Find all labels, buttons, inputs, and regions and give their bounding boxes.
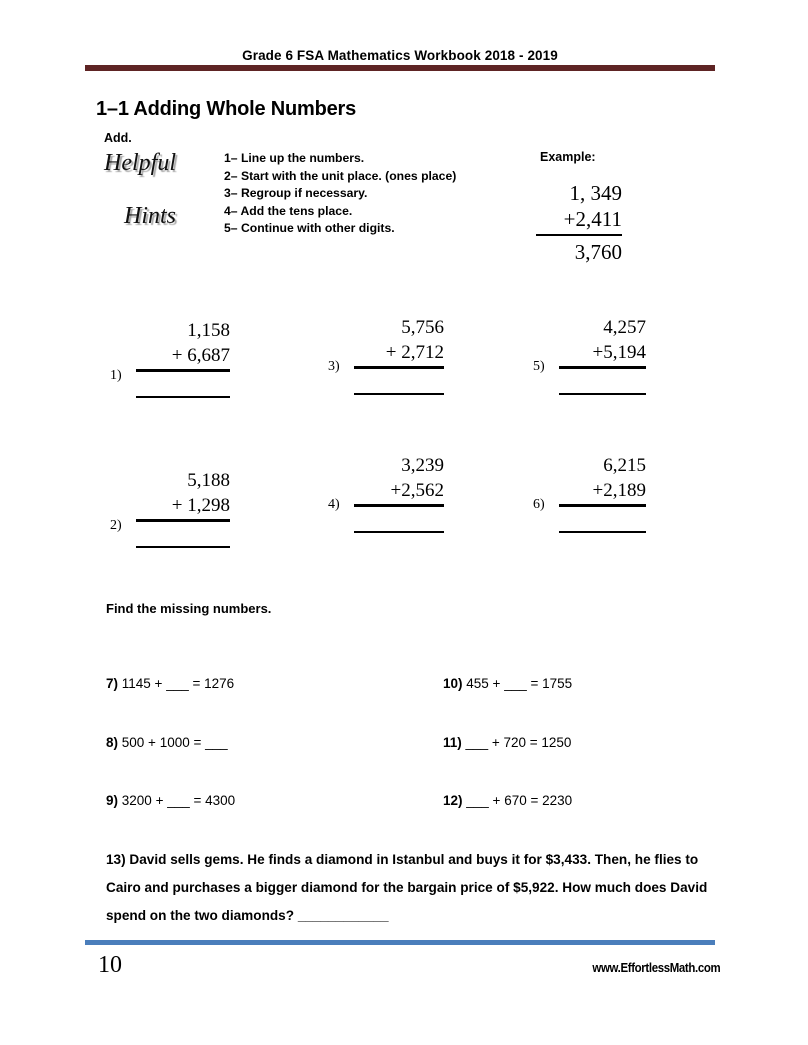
missing-number-item-12[interactable]	[443, 793, 572, 808]
item-equation: 3200 + ___ = 4300	[121, 793, 236, 808]
item-equation: 500 + 1000 = ___	[121, 735, 228, 750]
addend-bottom: + 2,712	[385, 342, 444, 363]
answer-line[interactable]	[136, 546, 230, 548]
problem-stack	[136, 318, 230, 398]
problem-number: 5)	[533, 359, 545, 374]
addition-rule	[354, 504, 444, 507]
example-addend-2: +2,411	[563, 207, 622, 231]
hints-word-helpful: Helpful	[104, 150, 176, 176]
problem-number: 1)	[110, 368, 122, 383]
problem-stack	[354, 453, 444, 533]
item-number: 10)	[443, 676, 463, 691]
website-url: www.EffortlessMath.com	[592, 960, 720, 975]
hint-step: 2– Start with the unit place. (ones place)	[224, 168, 457, 183]
missing-number-item-9[interactable]	[106, 793, 235, 808]
item-number: 12)	[443, 793, 463, 808]
example-label: Example:	[540, 150, 596, 164]
example-addition-stack	[536, 180, 622, 265]
page-header-title: Grade 6 FSA Mathematics Workbook 2018 - 2019	[242, 48, 558, 63]
addend-top: 1,158	[187, 320, 230, 341]
page-number: 10	[98, 952, 122, 978]
addition-rule	[559, 504, 646, 507]
instruction-add: Add.	[104, 131, 132, 145]
addition-rule	[559, 366, 646, 369]
answer-line[interactable]	[136, 396, 230, 398]
addend-bottom: +2,189	[592, 480, 646, 501]
addend-top: 6,215	[603, 455, 646, 476]
addend-top: 3,239	[401, 455, 444, 476]
answer-line[interactable]	[354, 531, 444, 533]
addend-bottom: + 1,298	[171, 495, 230, 516]
word-problem-13[interactable]: 13) David sells gems. He finds a diamond in Istanbul and buys it for $3,433. Then, he flies to Cairo and purchases a bigger diamond for the bargain price of $5,922. How much does David spend on the two diamonds? ____________	[106, 852, 708, 923]
missing-number-item-8[interactable]	[106, 735, 228, 750]
header-divider	[85, 65, 715, 71]
hint-step: 1– Line up the numbers.	[224, 151, 365, 165]
problem-number: 2)	[110, 518, 122, 533]
answer-line[interactable]	[559, 393, 646, 395]
missing-number-item-7[interactable]	[106, 676, 234, 691]
answer-line[interactable]	[354, 393, 444, 395]
answer-line[interactable]	[559, 531, 646, 533]
item-equation: 455 + ___ = 1755	[466, 676, 573, 691]
missing-number-item-10[interactable]	[443, 676, 572, 691]
addition-rule	[136, 369, 230, 372]
problem-stack	[136, 468, 230, 548]
addend-bottom: +2,562	[390, 480, 444, 501]
item-equation: ___ + 670 = 2230	[466, 793, 573, 808]
missing-number-item-11[interactable]	[443, 735, 571, 750]
item-number: 8)	[106, 735, 119, 750]
addition-rule	[136, 519, 230, 522]
item-number: 7)	[106, 676, 119, 691]
example-sum-rule	[536, 234, 622, 236]
problem-number: 6)	[533, 497, 545, 512]
example-sum: 3,760	[574, 240, 622, 264]
hints-step-list	[224, 150, 456, 238]
addend-top: 4,257	[603, 317, 646, 338]
item-equation: 1145 + ___ = 1276	[121, 676, 235, 691]
problem-stack	[559, 453, 646, 533]
addend-bottom: +5,194	[592, 342, 646, 363]
problem-number: 4)	[328, 497, 340, 512]
addend-top: 5,188	[187, 470, 230, 491]
problem-stack	[559, 315, 646, 395]
section-title: 1–1 Adding Whole Numbers	[96, 98, 357, 120]
hint-step: 3– Regroup if necessary.	[224, 186, 368, 200]
item-number: 9)	[106, 793, 119, 808]
example-addend-1: 1, 349	[569, 181, 622, 205]
item-number: 11)	[443, 735, 462, 750]
hint-step: 5– Continue with other digits.	[224, 221, 395, 235]
hint-step: 4– Add the tens place.	[224, 203, 353, 218]
hints-word-hints: Hints	[124, 203, 177, 229]
problem-number: 3)	[328, 359, 340, 374]
item-equation: ___ + 720 = 1250	[465, 735, 572, 750]
addend-top: 5,756	[401, 317, 444, 338]
addend-bottom: + 6,687	[171, 345, 230, 366]
missing-numbers-heading: Find the missing numbers.	[106, 601, 272, 616]
problem-stack	[354, 315, 444, 395]
footer-divider	[85, 940, 715, 945]
addition-rule	[354, 366, 444, 369]
